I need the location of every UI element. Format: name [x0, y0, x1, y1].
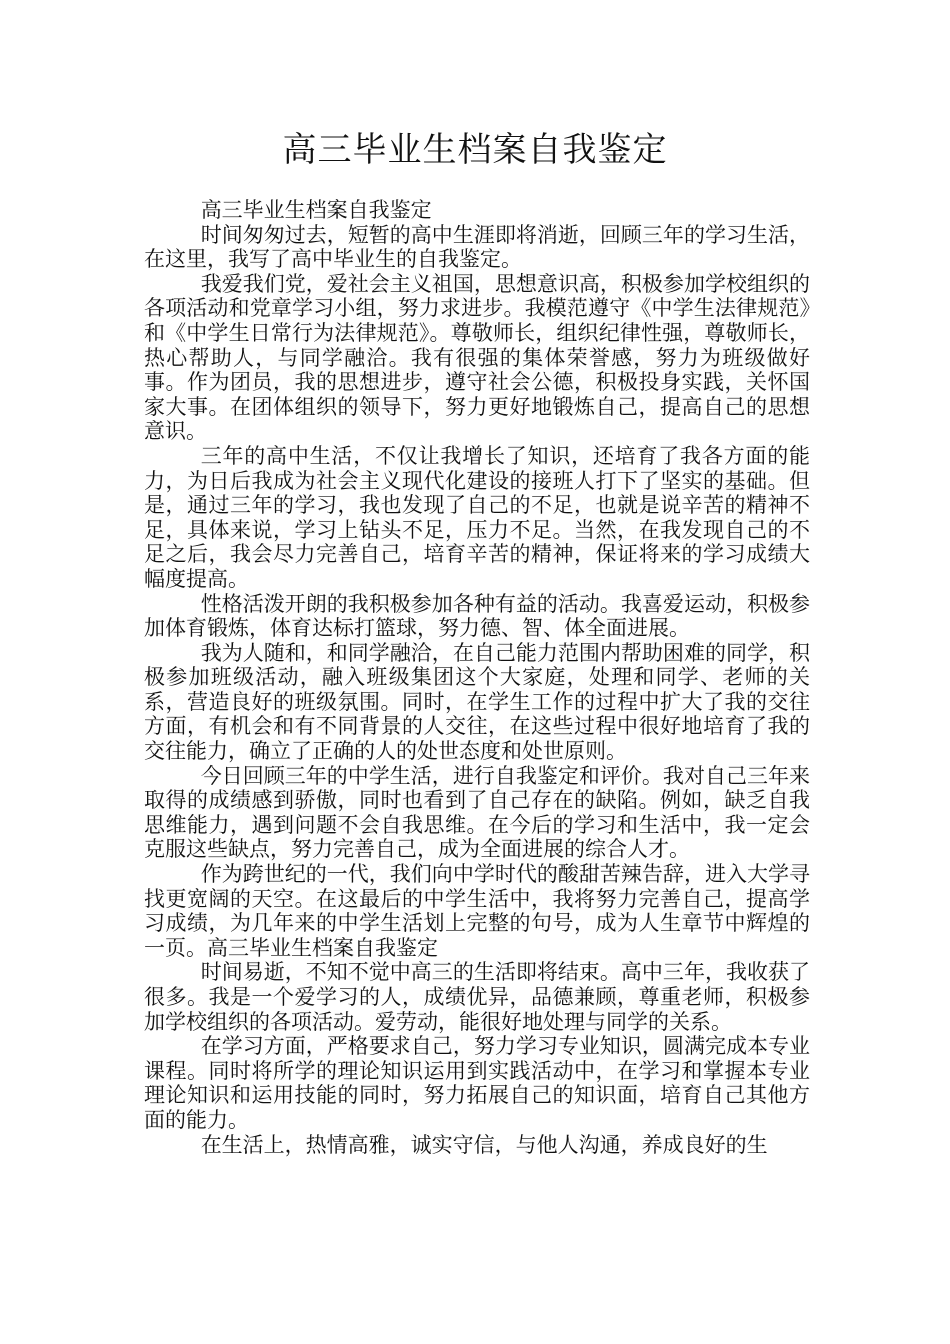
paragraph: 作为跨世纪的一代，我们向中学时代的酸甜苦辣告辞，进入大学寻找更宽阔的天空。在这最后的中学生活中，我将努力完善自己，提高学习成绩，为几年来的中学生活划上完整的句号，成为人生章节中辉煌的一页。高三毕业生档案自我鉴定: [144, 862, 810, 960]
document-body: [144, 198, 810, 1157]
paragraph: 今日回顾三年的中学生活，进行自我鉴定和评价。我对自己三年来取得的成绩感到骄傲，同时也看到了自己存在的缺陷。例如，缺乏自我思维能力，遇到问题不会自我思维。在今后的学习和生活中，我一定会克服这些缺点，努力完善自己，成为全面进展的综合人才。: [144, 763, 810, 862]
paragraph: 在学习方面，严格要求自己，努力学习专业知识，圆满完成本专业课程。同时将所学的理论知识运用到实践活动中，在学习和掌握本专业理论知识和运用技能的同时，努力拓展自己的知识面，培育自己其他方面的能力。: [144, 1034, 810, 1132]
paragraph: 性格活泼开朗的我积极参加各种有益的活动。我喜爱运动，积极参加体育锻炼，体育达标打篮球，努力德、智、体全面进展。: [144, 591, 810, 641]
document-title: 高三毕业生档案自我鉴定: [282, 130, 668, 170]
paragraph: 高三毕业生档案自我鉴定: [200, 198, 432, 222]
paragraph: 三年的高中生活，不仅让我增长了知识，还培育了我各方面的能力，为日后我成为社会主义现代化建设的接班人打下了坚实的基础。但是，通过三年的学习，我也发现了自己的不足，也就是说辛苦的精神不足，具体来说，学习上钻头不足，压力不足。当然，在我发现自己的不足之后，我会尽力完善自己，培育辛苦的精神，保证将来的学习成绩大幅度提高。: [144, 443, 810, 591]
paragraph: 我为人随和，和同学融洽，在自己能力范围内帮助困难的同学，积极参加班级活动，融入班级集团这个大家庭，处理和同学、老师的关系，营造良好的班级氛围。同时，在学生工作的过程中扩大了我的交往方面，有机会和有不同背景的人交往，在这些过程中很好地培育了我的交往能力，确立了正确的人的处世态度和处世原则。: [144, 640, 810, 764]
paragraph: 时间易逝，不知不觉中高三的生活即将结束。高中三年，我收获了很多。我是一个爱学习的人，成绩优异，品德兼顾，尊重老师，积极参加学校组织的各项活动。爱劳动，能很好地处理与同学的关系。: [144, 960, 810, 1034]
paragraph: 在生活上，热情高雅，诚实守信，与他人沟通，养成良好的生: [200, 1132, 768, 1157]
paragraph: 时间匆匆过去，短暂的高中生涯即将消逝，回顾三年的学习生活，在这里，我写了高中毕业生的自我鉴定。: [144, 222, 810, 272]
paragraph: 我爱我们党，爱社会主义祖国，思想意识高，积极参加学校组织的各项活动和党章学习小组，努力求进步。我模范遵守《中学生法律规范》和《中学生日常行为法律规范》。尊敬师长，组织纪律性强，尊敬师长，热心帮助人，与同学融洽。我有很强的集体荣誉感，努力为班级做好事。作为团员，我的思想进步，遵守社会公德，积极投身实践，关怀国家大事。在团体组织的领导下，努力更好地锻炼自己，提高自己的思想意识。: [144, 271, 810, 444]
